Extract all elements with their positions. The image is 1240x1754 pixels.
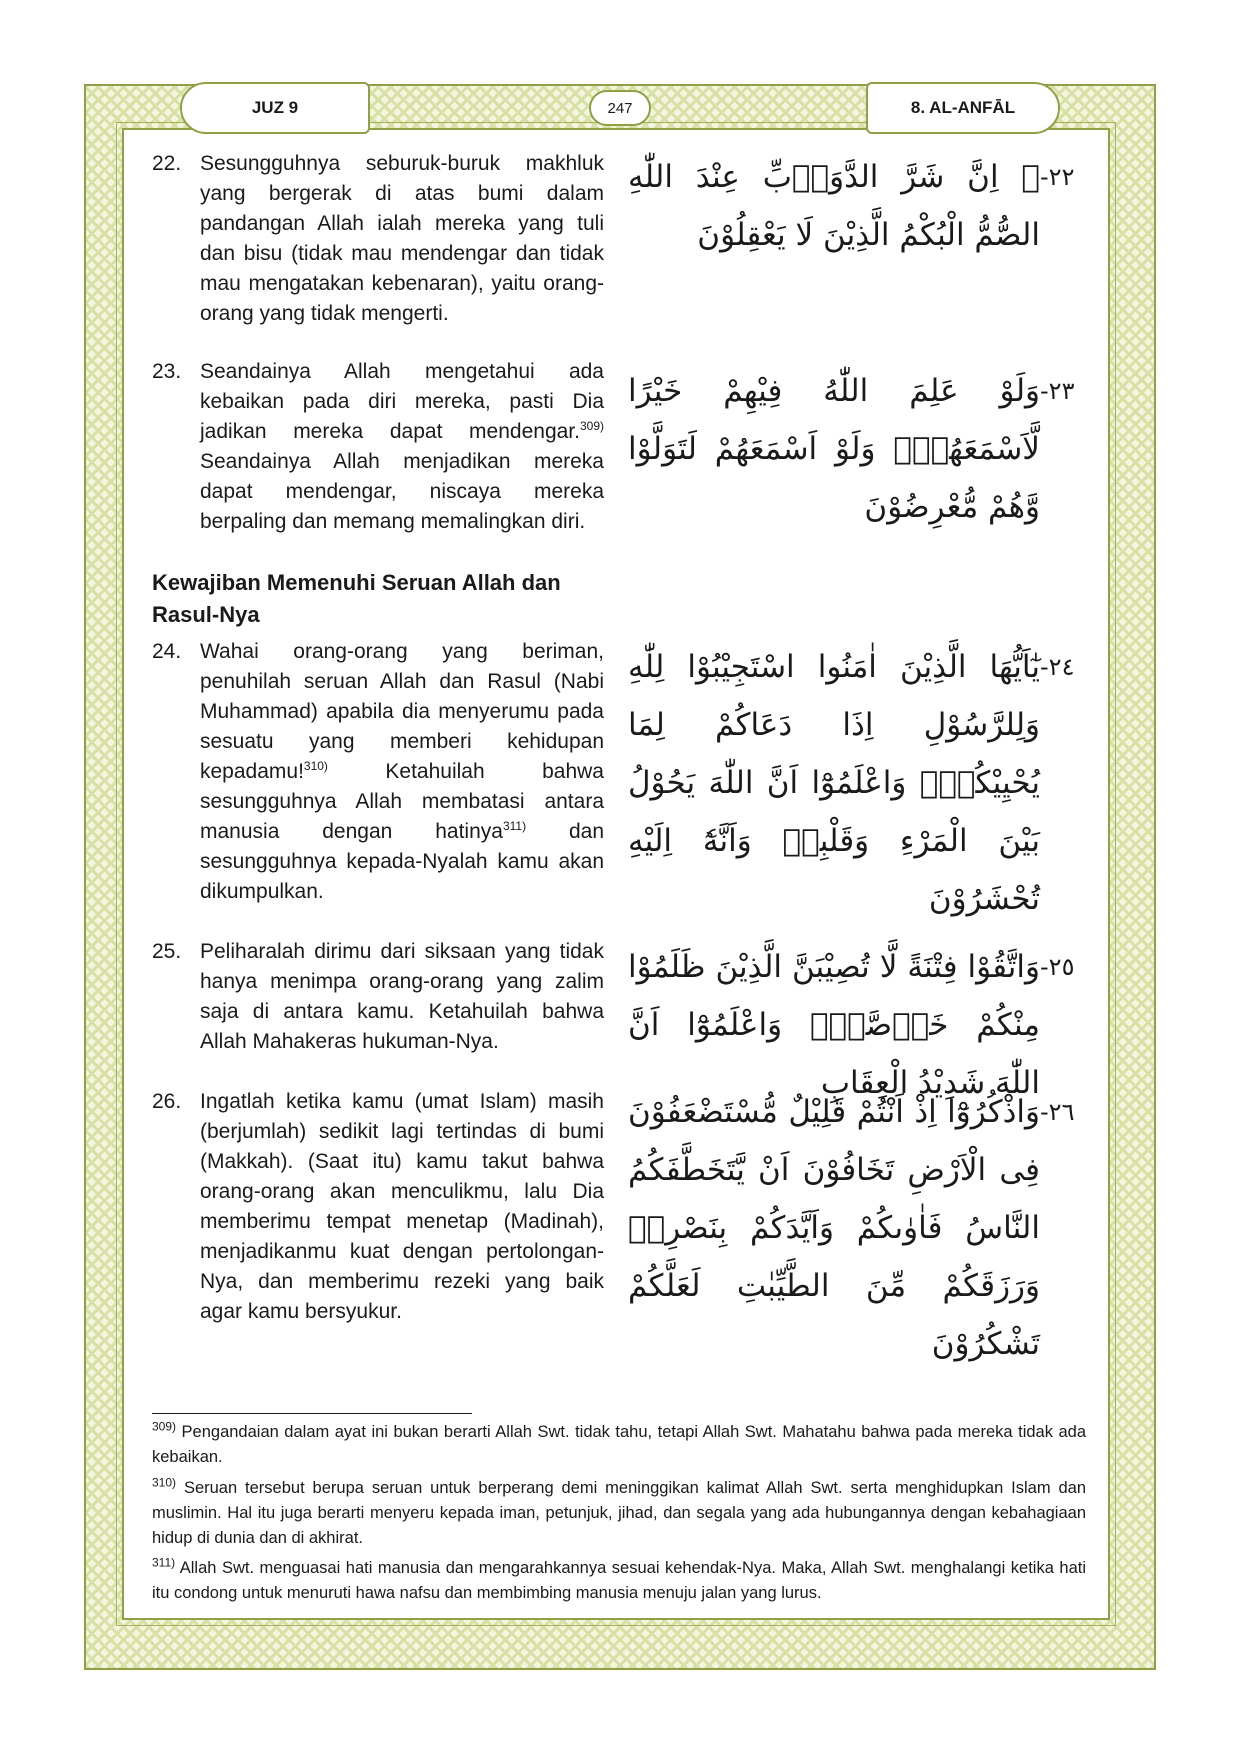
footnote: $^{309)}$ Pengandaian dalam ayat ini bukan berarti Allah Swt. tidak tahu, tetapi Allah Swt. Mahatahu bahwa pada mereka tidak ada kebaikan. (152, 1419, 1087, 1466)
arabic-verse-number: -٢٤ (1040, 653, 1075, 681)
arabic-verse-number: -٢٥ (1040, 953, 1075, 981)
footnote-number: 311) (152, 1555, 176, 1570)
verse-number: 24. (152, 640, 182, 663)
footnote-ref: 311) (502, 819, 527, 833)
footnote-ref: 309) (579, 419, 604, 433)
arabic-verse-text: وَاذْكُرُوْٓا اِذْ اَنْتُمْ قَلِيْلٌ مُّسْتَضْعَفُوْنَ فِى الْاَرْضِ تَخَافُوْنَ اَنْ يَّتَخَطَّفَكُمُ النَّاسُ فَاٰوٰىكُمْ وَاَيَّدَكُمْ بِنَصْرِهٖ وَرَزَقَكُمْ مِّنَ الطَّيِّبٰتِ لَعَلَّكُمْ تَشْكُرُوْنَ (628, 1094, 1040, 1362)
arabic-verse-number: -٢٣ (1040, 377, 1075, 405)
verse-translation: Sesungguhnya seburuk-buruk makhluk yang bergerak di atas bumi dalam pandangan Allah ialah mereka yang tuli dan bisu (tidak mau mendengar dan tidak mau mengatakan kebenaran), yaitu orang-orang yang tidak mengerti. (200, 152, 604, 325)
verse-number: 25. (152, 940, 182, 963)
arabic-verse-text: وَلَوْ عَلِمَ اللّٰهُ فِيْهِمْ خَيْرًا لَّاَسْمَعَهُمْۗ وَلَوْ اَسْمَعَهُمْ لَتَوَلَّوْا وَّهُمْ مُّعْرِضُوْنَ (628, 373, 1040, 525)
footnote-number: 310) (152, 1475, 177, 1490)
arabic-verse-number: -٢٦ (1040, 1098, 1075, 1126)
footnote-number: 309) (152, 1419, 177, 1434)
verse-number: 22. (152, 152, 182, 175)
arabic-verse-text: ۞ اِنَّ شَرَّ الدَّوَاۤبِّ عِنْدَ اللّٰهِ الصُّمُّ الْبُكْمُ الَّذِيْنَ لَا يَعْقِلُوْنَ (628, 159, 1040, 253)
section-heading: Kewajiban Memenuhi Seruan Allah dan Rasul-Nya (152, 570, 561, 627)
surah-label: 8. AL-ANFĀL (866, 82, 1060, 134)
footnote: $^{310)}$ Seruan tersebut berupa seruan untuk berperang demi meninggikan kalimat Allah Swt. serta menghidupkan Islam dan muslimin. Hal itu juga berarti menyeru kepada iman, petunjuk, jihad, dan segala yang ada hubungannya dengan kebahagiaan hidup di dunia dan di akhirat. (152, 1475, 1086, 1547)
verse-translation: Peliharalah dirimu dari siksaan yang tidak hanya menimpa orang-orang yang zalim saja di antara kamu. Ketahuilah bahwa Allah Mahakeras hukuman-Nya. (200, 940, 604, 1053)
verse-translation: Wahai orang-orang yang beriman, penuhilah seruan Allah dan Rasul (Nabi Muhammad) apabila dia menyerumu pada sesuatu yang memberi kehidupan kepadamu!$^{310)}$ Ketahuilah bahwa sesungguhnya Allah membatasi antara manusia dengan hatinya$^{311)}$ dan sesungguhnya kepada-Nyalah kamu akan dikumpulkan. (200, 640, 604, 903)
verse-translation: Ingatlah ketika kamu (umat Islam) masih (berjumlah) sedikit lagi tertindas di bumi (Makkah). (Saat itu) kamu takut bahwa orang-orang akan menculikmu, lalu Dia memberimu tempat menetap (Madinah), menjadikanmu kuat dengan pertolongan-Nya, dan memberimu rezeki yang baik agar kamu bersyukur. (200, 1090, 604, 1323)
footnote-ref: 310) (303, 759, 328, 773)
juz-label: JUZ 9 (180, 82, 370, 134)
arabic-verse-text: وَاتَّقُوْا فِتْنَةً لَّا تُصِيْبَنَّ الَّذِيْنَ ظَلَمُوْا مِنْكُمْ خَاۤصَّةًۚ وَاعْلَمُوْٓا اَنَّ اللّٰهَ شَدِيْدُ الْعِقَابِ (628, 949, 1040, 1101)
page-number: 247 (589, 90, 651, 126)
arabic-verse-number: -٢٢ (1040, 163, 1075, 191)
footnote: $^{311)}$ Allah Swt. menguasai hati manusia dan mengarahkannya sesuai kehendak-Nya. Maka, Allah Swt. menghalangi ketika hati itu condong untuk menuruti hawa nafsu dan membimbing manusia menuju jalan yang lurus. (152, 1555, 1086, 1602)
footnote-divider (152, 1413, 472, 1414)
verse-number: 23. (152, 360, 182, 383)
verse-number: 26. (152, 1090, 182, 1113)
verse-translation: Seandainya Allah mengetahui ada kebaikan pada diri mereka, pasti Dia jadikan mereka dapat mendengar.$^{309)}$ Seandainya Allah menjadikan mereka dapat mendengar, niscaya mereka berpaling dan memang memalingkan diri. (200, 360, 604, 533)
arabic-verse-text: يٰٓاَيُّهَا الَّذِيْنَ اٰمَنُوا اسْتَجِيْبُوْا لِلّٰهِ وَلِلرَّسُوْلِ اِذَا دَعَاكُمْ لِمَا يُحْيِيْكُمْۚ وَاعْلَمُوْٓا اَنَّ اللّٰهَ يَحُوْلُ بَيْنَ الْمَرْءِ وَقَلْبِهٖ وَاَنَّهٗٓ اِلَيْهِ تُحْشَرُوْنَ (628, 649, 1040, 917)
